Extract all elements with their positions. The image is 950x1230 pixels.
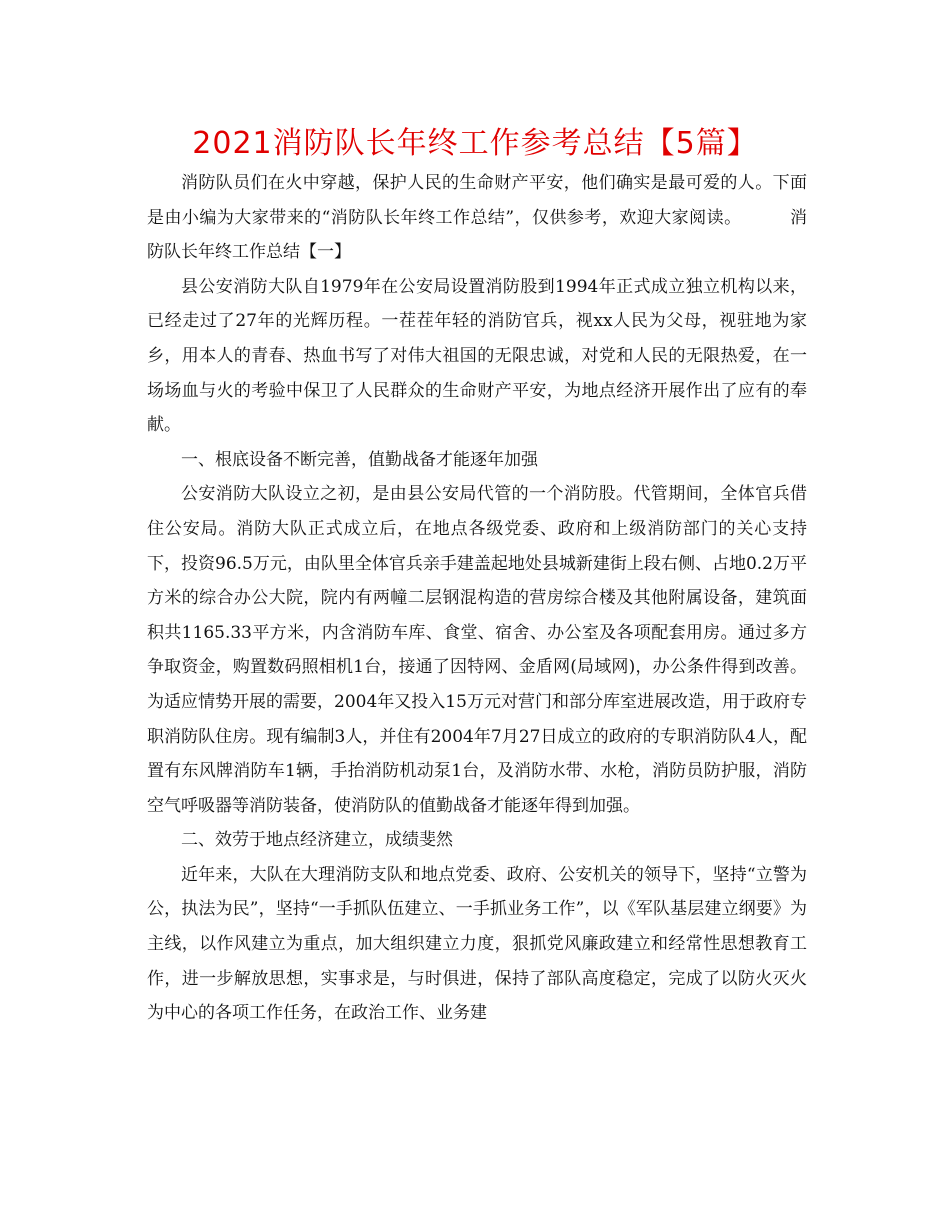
intro-text: 消防队员们在火中穿越，保护人民的生命财产平安，他们确实是最可爱的人。下面是由小编为大家带来的“消防队长年终工作总结”，仅供参考，欢迎大家阅读。 (147, 173, 807, 228)
document-body (147, 166, 807, 1031)
document-title: 2021消防队长年终工作参考总结【5篇】 (192, 126, 758, 161)
part-heading: 消防队长年终工作总结【一】 (147, 207, 807, 263)
intro-paragraph (147, 166, 807, 270)
body-paragraph-3: 近年来，大队在大理消防支队和地点党委、政府、公安机关的领导下，坚持“立警为公，执法为民”，坚持“一手抓队伍建立、一手抓业务工作”，以《军队基层建立纲要》为主线，以作风建立为重点，加大组织建立力度，狠抓党风廉政建立和经常性思想教育工作，进一步解放思想，实事求是，与时俱进，保持了部队高度稳定，完成了以防火灭火为中心的各项工作任务，在政治工作、业务建 (147, 864, 807, 1024)
section-heading-2: 二、效劳于地点经济建立，成绩斐然 (181, 830, 453, 851)
body-paragraph-1: 县公安消防大队自1979年在公安局设置消防股到1994年正式成立独立机构以来，已经走过了27年的光辉历程。一茬茬年轻的消防官兵，视xx人民为父母，视驻地为家乡，用本人的青春、热血书写了对伟大祖国的无限忠诚，对党和人民的无限热爱，在一场场血与火的考验中保卫了人民群众的生命财产平安，为地点经济开展作出了应有的奉献。 (147, 276, 807, 436)
body-paragraph-2: 公安消防大队设立之初，是由县公安局代管的一个消防股。代管期间，全体官兵借住公安局。消防大队正式成立后，在地点各级党委、政府和上级消防部门的关心支持下，投资96.5万元，由队里全体官兵亲手建盖起地处县城新建街上段右侧、占地0.2万平方米的综合办公大院，院内有两幢二层钢混构造的营房综合楼及其他附属设备，建筑面积共1165.33平方米，内含消防车库、食堂、宿舍、办公室及各项配套用房。通过多方争取资金，购置数码照相机1台，接通了因特网、金盾网(局域网)，办公条件得到改善。为适应情势开展的需要，2004年又投入15万元对营门和部分库室进展改造，用于政府专职消防队住房。现有编制3人，并住有2004年7月27日成立的政府的专职消防队4人，配置有东风牌消防车1辆，手抬消防机动泵1台，及消防水带、水枪，消防员防护服，消防空气呼吸器等消防装备，使消防队的值勤战备才能逐年得到加强。 (147, 484, 807, 816)
section-heading-1: 一、根底设备不断完善，值勤战备才能逐年加强 (181, 449, 538, 470)
